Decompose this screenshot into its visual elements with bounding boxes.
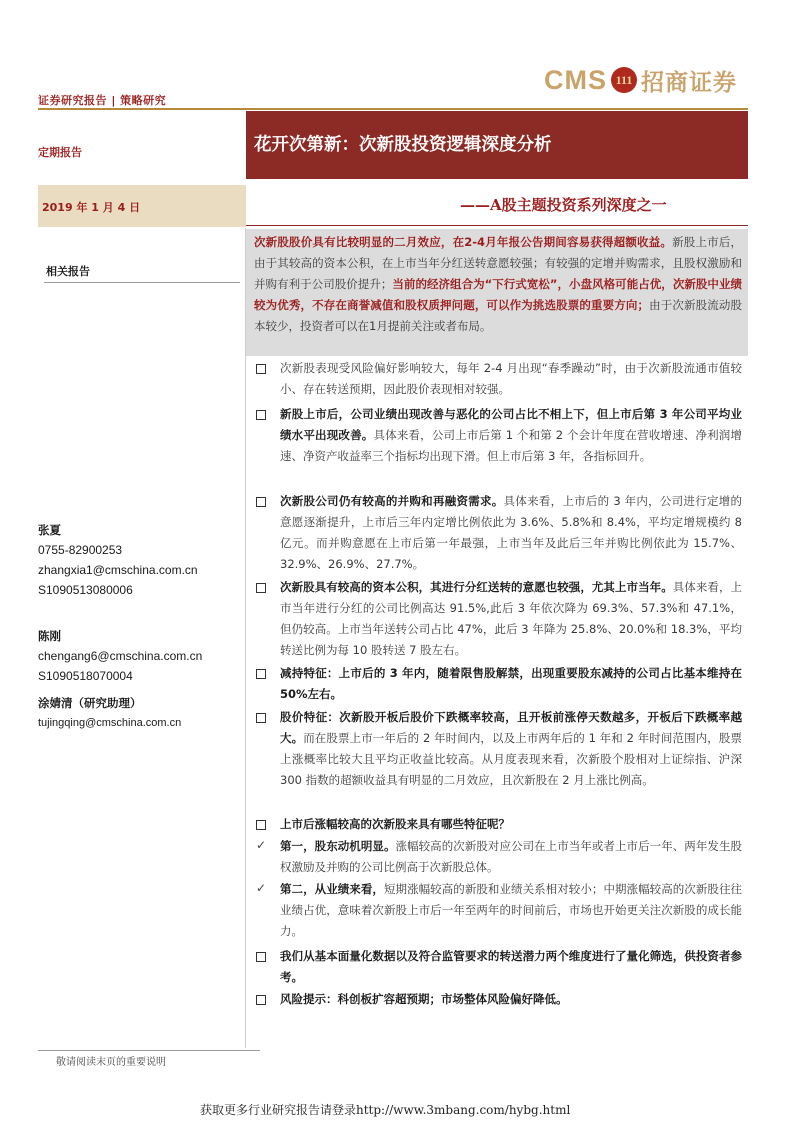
checkmark-icon: ✓ [256,881,267,895]
summary-highlight-1: 次新股股价具有比较明显的二月效应，在2-4月年报公告期间容易获得超额收益。 [254,235,673,249]
analyst-1 [38,520,198,600]
source-link[interactable]: 获取更多行业研究报告请登录http://www.3mbang.com/hybg.html [200,1103,571,1117]
cms-logo [544,62,737,98]
header-divider [38,108,748,110]
analyst-email[interactable]: zhangxia1@cmschina.com.cn [38,563,198,577]
analyst-phone: 0755-82900253 [38,543,123,557]
list-item: 风险提示：科创板扩容超预期；市场整体风险偏好降低。 [280,992,568,1006]
logo-chinese-text: 招商证券 [641,68,737,96]
analyst-name: 陈刚 [38,629,61,643]
list-item: 新股上市后，公司业绩出现改善与恶化的公司占比不相上下，但上市后第 3 年公司平均业绩水平出现改善。具体来看，公司上市后第 1 个和第 2 个会计年度在营收增速、净利润增速、净资产收益率三个指标均出现下滑。但上市后第 3 年，各指标回升。 [280,407,742,463]
subtitle-divider [246,225,748,226]
square-bullet-icon [256,582,266,596]
summary-tail: 由于次新股流动股本较少，投资者可以在1月提前关注或者布局。 [254,298,743,333]
list-item: 次新股公司仍有较高的并购和再融资需求。具体来看，上市后的 3 年内，公司进行定增的意愿逐渐提升，上市后三年内定增比例依此为 3.6%、5.8%和 8.4%，平均定增规模约 8 亿元。而并购意愿在上市后第一年最强，上市当年及此后三年并购比例依此为 15.7%、32.9%、26.9%、27.7%。 [280,494,742,571]
report-date: 2019 年 1 月 4 日 [42,201,141,214]
list-item: 我们从基本面量化数据以及符合监管要求的转送潜力两个维度进行了量化筛选，供投资者参考。 [280,949,742,984]
checkmark-icon: ✓ [256,838,267,852]
logo-cms-text: CMS [544,64,607,95]
square-bullet-icon [256,496,266,510]
square-bullet-icon [256,409,266,423]
analyst-license: S1090518070004 [38,669,133,683]
square-bullet-icon [256,712,266,726]
summary-body: 新股上市后，由于其较高的资本公积，在上市当年分红送转意愿较强；有较强的定增并购需求，且股权激励和并购有利于公司股价提升； [254,235,742,291]
list-item: 第二，从业绩来看，短期涨幅较高的新股和业绩关系相对较小；中期涨幅较高的次新股往往业绩占优，意味着次新股上市后一年至两年的时间前后，市场也开始更关注次新股的成长能力。 [280,882,743,938]
list-item: 股价特征：次新股开板后股价下跌概率较高，且开板前涨停天数越多，开板后下跌概率越大。而在股票上市一年后的 2 年时间内，以及上市两年后的 1 年和 2 年时间范围内，股票上涨概率比较大且平均正收益比较高。从月度表现来看，次新股个股相对上证综指、沪深 300 指数的超额收益具有明显的二月效应，且次新股在 2 月上涨比例高。 [280,710,742,787]
analyst-email[interactable]: chengang6@cmschina.com.cn [38,649,203,663]
square-bullet-icon [256,819,266,833]
list-item: 减持特征：上市后的 3 年内，随着限售股解禁，出现重要股东减持的公司占比基本维持在 50%左右。 [280,666,742,701]
related-reports-heading: 相关报告 [46,265,90,278]
report-title: 花开次第新：次新股投资逻辑深度分析 [254,135,552,155]
square-bullet-icon [256,363,266,377]
analyst-license: S1090513080006 [38,583,133,597]
summary-text [254,232,742,337]
list-item: 第一，股东动机明显。涨幅较高的次新股对应公司在上市当年或者上市后一年、两年发生股权激励及并购的公司比例高于次新股总体。 [280,839,742,874]
list-item: 次新股具有较高的资本公积，其进行分红送转的意愿也较强，尤其上市当年。具体来看，上市当年进行分红的公司比例高达 91.5%,此后 3 年依次降为 69.3%、57.3%和 47.1%，但仍较高。上市当年送转公司占比 47%，此后 3 年降为 25.8%、20.0%和 18.3%，平均转送比例为每 10 股转送 7 股左右。 [280,580,743,657]
footer-divider [38,1050,260,1051]
list-item: 次新股表现受风险偏好影响较大，每年 2-4 月出现“春季躁动”时，由于次新股流通市值较小、存在转送预期，因此股价表现相对较强。 [280,361,742,396]
analyst-2 [38,626,202,686]
related-reports-underline [44,282,240,283]
logo-badge-icon: 111 [611,67,637,93]
analyst-3 [38,693,181,733]
square-bullet-icon [256,668,266,682]
report-subtitle: ——A股主题投资系列深度之一 [460,196,667,214]
summary-highlight-2: 当前的经济组合为“下行式宽松”，小盘风格可能占优，次新股中业绩较为优秀，不存在商誉减值和股权质押问题，可以作为挑选股票的重要方向； [254,277,742,312]
analyst-name: 张夏 [38,523,61,537]
disclaimer-note: 敬请阅读末页的重要说明 [56,1057,166,1068]
analyst-email[interactable]: tujingqing@cmschina.com.cn [38,717,182,729]
report-category: 证券研究报告 | 策略研究 [38,94,167,107]
list-item: 上市后涨幅较高的次新股来具有哪些特征呢？ [280,817,510,831]
report-type: 定期报告 [38,146,82,159]
square-bullet-icon [256,951,266,965]
analyst-name: 涂婧清（研究助理） [38,696,142,710]
square-bullet-icon [256,994,266,1008]
